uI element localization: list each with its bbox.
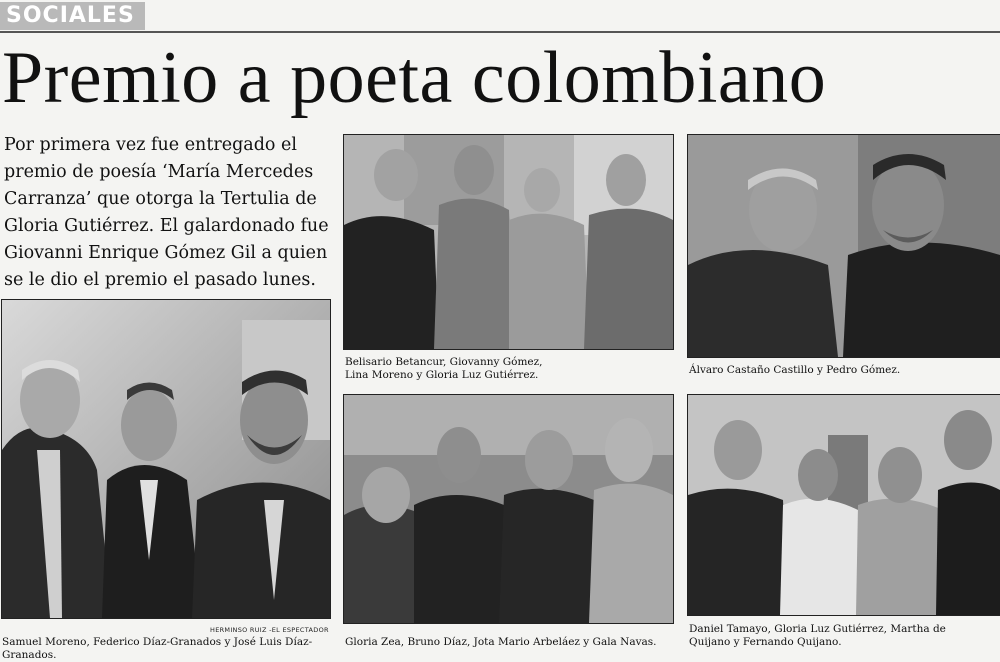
photo-bottom-middle xyxy=(343,394,674,624)
photo-bottom-right-image xyxy=(688,395,1000,615)
photo-top-right xyxy=(687,134,1000,358)
photo-main xyxy=(1,299,331,619)
lead-paragraph: Por primera vez fue entregado el premio de poesía ‘María Mercedes Carranza’ que otorga la Tertulia de Gloria Gutiérrez. El galardonado fue Giovanni Enrique Gómez Gil a quien se le dio el premio el pasado lunes. xyxy=(4,135,329,290)
caption-top-right: Álvaro Castaño Castillo y Pedro Gómez. xyxy=(689,364,901,376)
section-rule xyxy=(0,31,1000,33)
photo-top-middle xyxy=(343,134,674,350)
photo-main-image xyxy=(2,300,330,618)
caption-main: Samuel Moreno, Federico Díaz-Granados y José Luis Díaz-Granados. xyxy=(2,636,313,661)
headline: Premio a poeta colombiano xyxy=(2,37,827,119)
photo-bottom-right xyxy=(687,394,1000,616)
caption-bottom-middle: Gloria Zea, Bruno Díaz, Jota Mario Arbeláez y Gala Navas. xyxy=(345,636,657,648)
photo-credit: HERMINSO RUIZ -EL ESPECTADOR xyxy=(210,626,329,634)
caption-bottom-right: Daniel Tamayo, Gloria Luz Gutiérrez, Martha de Quijano y Fernando Quijano. xyxy=(689,623,946,648)
photo-bottom-middle-image xyxy=(344,395,673,623)
photo-top-right-image xyxy=(688,135,1000,357)
photo-top-middle-image xyxy=(344,135,673,349)
caption-top-middle: Belisario Betancur, Giovanny Gómez, Lina Moreno y Gloria Luz Gutiérrez. xyxy=(345,356,543,381)
section-label: SOCIALES xyxy=(0,2,145,30)
